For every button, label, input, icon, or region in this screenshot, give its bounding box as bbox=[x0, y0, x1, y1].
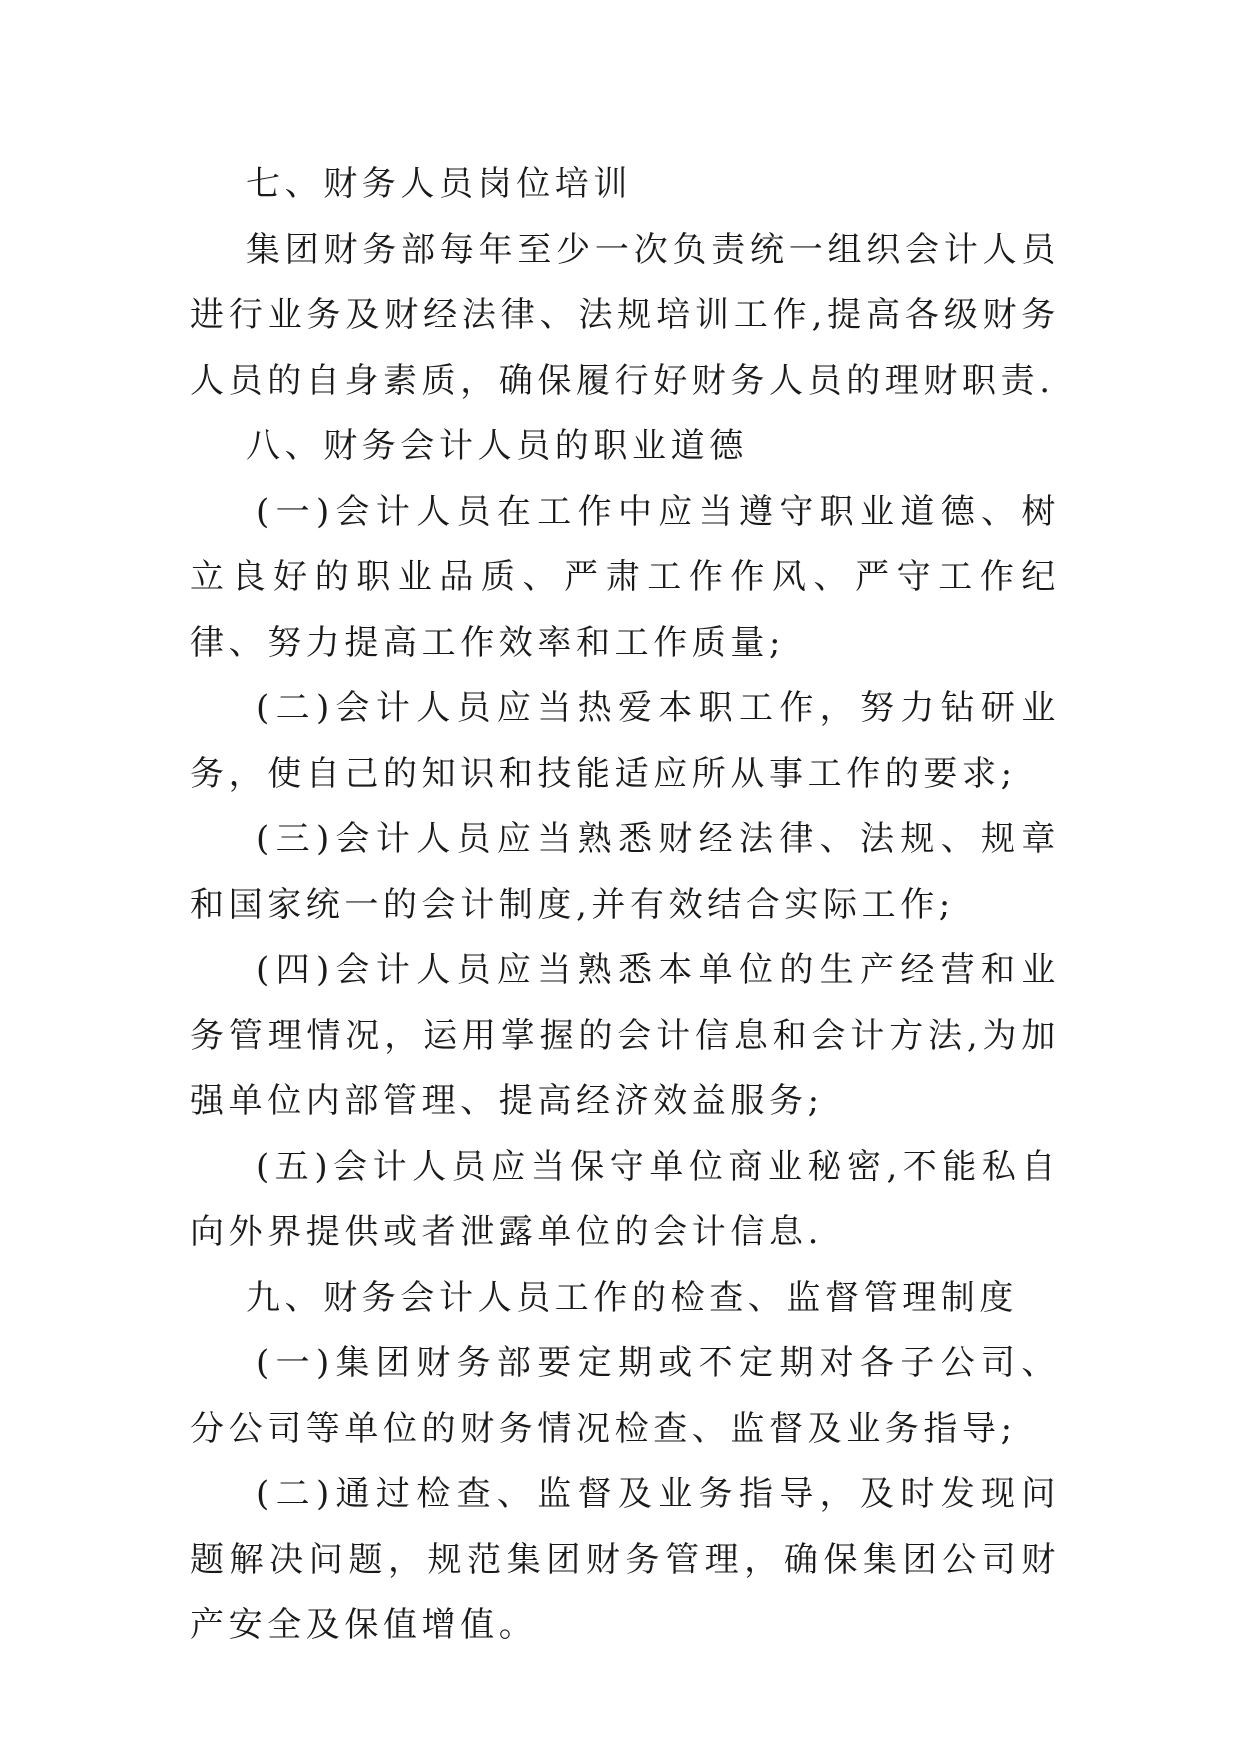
paragraph-ethics-4: (四)会计人员应当熟悉本单位的生产经营和业务管理情况，运用掌握的会计信息和会计方法,为加强单位内部管理、提高经济效益服务; bbox=[190, 950, 1060, 1121]
paragraph-inspection-2: (二)通过检查、监督及业务指导，及时发现问题解决问题，规范集团财务管理，确保集团公司财产安全及保值增值。 bbox=[190, 1474, 1060, 1645]
paragraph-ethics-5: (五)会计人员应当保守单位商业秘密,不能私自向外界提供或者泄露单位的会计信息. bbox=[190, 1146, 1060, 1252]
paragraph-inspection-1: (一)集团财务部要定期或不定期对各子公司、分公司等单位的财务情况检查、监督及业务指导; bbox=[190, 1343, 1060, 1449]
paragraph-ethics-1: (一)会计人员在工作中应当遵守职业道德、树立良好的职业品质、严肃工作作风、严守工作纪律、努力提高工作效率和工作质量; bbox=[190, 491, 1060, 663]
paragraph-ethics-3: (三)会计人员应当熟悉财经法律、法规、规章和国家统一的会计制度,并有效结合实际工作; bbox=[190, 819, 1060, 925]
section-heading-8: 八、财务会计人员的职业道德 bbox=[246, 426, 748, 466]
paragraph-ethics-2: (二)会计人员应当热爱本职工作，努力钻研业务，使自己的知识和技能适应所从事工作的要求; bbox=[190, 688, 1060, 794]
section-heading-9: 九、财务会计人员工作的检查、监督管理制度 bbox=[246, 1277, 1018, 1318]
document-body bbox=[190, 152, 1060, 1659]
paragraph-training: 集团财务部每年至少一次负责统一组织会计人员进行业务及财经法律、法规培训工作,提高各级财务人员的自身素质，确保履行好财务人员的理财职责. bbox=[190, 229, 1060, 401]
section-heading-7: 七、财务人员岗位培训 bbox=[246, 164, 632, 204]
